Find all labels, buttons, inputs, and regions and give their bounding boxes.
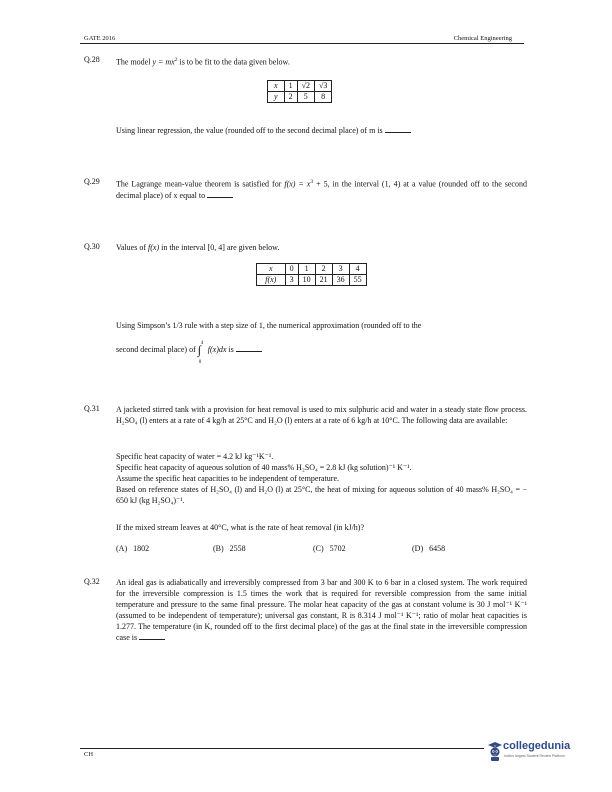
question-30-data-table — [256, 263, 367, 286]
question-number-29: Q.29 — [84, 177, 100, 186]
graduate-mascot-icon — [487, 740, 503, 762]
footer-paper-code: CH — [84, 751, 94, 758]
header-exam-title: GATE 2016 — [84, 35, 116, 42]
question-28-data-table — [267, 80, 332, 103]
footer-divider — [80, 748, 484, 749]
option-d[interactable]: (D) 6458 — [412, 544, 446, 553]
table-cell: 1 — [284, 81, 297, 92]
table-cell: 0 — [285, 264, 298, 275]
table-cell: 2 — [315, 264, 332, 275]
question-number-28: Q.28 — [84, 55, 100, 64]
question-28-prompt: Using linear regression, the value (rounded off to the second decimal place) of m is — [116, 125, 527, 136]
table-cell: √2 — [297, 81, 314, 92]
question-number-31: Q.31 — [84, 404, 100, 413]
answer-blank[interactable] — [139, 632, 165, 640]
table-header-x: x — [268, 81, 285, 92]
option-b[interactable]: (B) 2558 — [213, 544, 246, 553]
table-cell: 1 — [298, 264, 315, 275]
table-cell: 8 — [314, 92, 331, 103]
question-28-intro: The model $y = mx^2$ is to be fit to the data given below. — [116, 57, 290, 67]
option-a[interactable]: (A) 1802 — [116, 544, 150, 553]
table-cell: 4 — [349, 264, 366, 275]
table-cell: 36 — [332, 275, 349, 286]
question-number-30: Q.30 — [84, 242, 100, 251]
answer-blank[interactable] — [385, 125, 411, 133]
table-cell: 55 — [349, 275, 366, 286]
answer-blank[interactable] — [207, 190, 233, 198]
question-31-body: A jacketed stirred tank with a provision for heat removal is used to mix sulphuric acid and water in a steady state flow process. H₂SO₄ (l) enters at a rate of 4 kg/h at 25°C and H₂O (l) enters at a rate of 6 kg/h at 10°C. The following data are available: — [116, 405, 527, 425]
question-number-32: Q.32 — [84, 577, 100, 586]
question-32-body: An ideal gas is adiabatically and irreversibly compressed from 3 bar and 300 K to 6 bar in a closed system. The work required for the irreversible compression is 1.5 times the work that is required for reversible compression from the same initial temperature and pressure to the same final pressure. The molar heat capacity of the gas at constant volume is 30 J mol⁻¹ K⁻¹ (assumed to be independent of temperature); universal gas constant, R is 8.314 J mol⁻¹ K⁻¹; ratio of molar heat capacities is 1.277. The temperature (in K, rounded off to the first decimal place) of the gas at the final state in the irreversible compression case is — [116, 578, 527, 642]
table-cell: 3 — [332, 264, 349, 275]
table-cell: 3 — [285, 275, 298, 286]
answer-blank[interactable] — [236, 344, 262, 352]
question-31-data: Specific heat capacity of water = 4.2 kJ kg⁻¹K⁻¹. Specific heat capacity of aqueous solution of 40 mass% H₂SO₄ = 2.8 kJ (kg solution)⁻¹ K⁻¹. Assume the specific heat capacities to be independent of temperature. Based on reference states of H₂SO₄ (l) and H₂O (l) at 25°C, the heat of mixing for aqueous solution of 40 mass% H₂SO₄ = − 650 kJ (kg H₂SO₄)⁻¹. — [116, 452, 527, 505]
table-cell: √3 — [314, 81, 331, 92]
collegedunia-logo: collegedunia India's largest Student Review Platform — [487, 740, 582, 764]
table-header-fx: f(x) — [257, 275, 286, 286]
table-header-y: y — [268, 92, 285, 103]
option-c[interactable]: (C) 5702 — [313, 544, 346, 553]
header-subject: Chemical Engineering — [453, 35, 512, 42]
table-cell: 5 — [297, 92, 314, 103]
table-cell: 2 — [284, 92, 297, 103]
table-header-x: x — [257, 264, 286, 275]
header-divider — [80, 43, 524, 44]
question-30-prompt: Using Simpson’s 1/3 rule with a step size of 1, the numerical approximation (rounded off to the — [116, 321, 422, 330]
table-cell: 10 — [298, 275, 315, 286]
question-31-question: If the mixed stream leaves at 40°C, what is the rate of heat removal (in kJ/h)? — [116, 523, 365, 532]
question-30-integral-line: second decimal place) of ∫ 4 0 f(x)dx is — [116, 344, 527, 356]
table-cell: 21 — [315, 275, 332, 286]
question-30-intro: Values of f(x) in the interval [0, 4] are given below. — [116, 243, 280, 252]
question-29-text: The Lagrange mean-value theorem is satisfied for $f(x) = x^3 + 5$, in the interval (1, 4) at a value (rounded off to the second decimal place) of x equal to — [116, 179, 527, 200]
integral-sign: ∫ 4 0 — [197, 340, 204, 365]
